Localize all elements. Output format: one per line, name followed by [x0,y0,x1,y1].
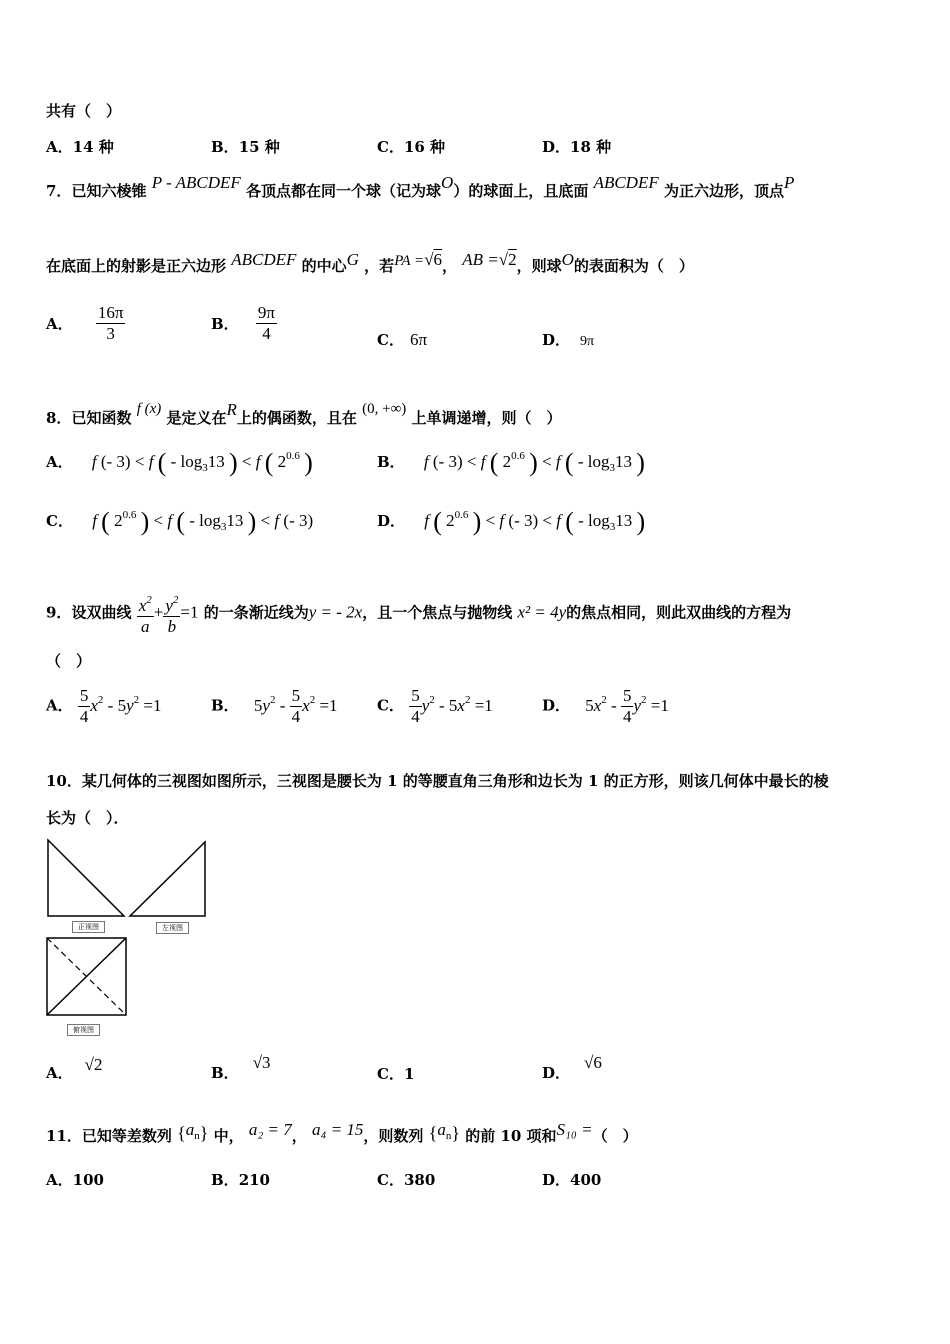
q10-option-c[interactable]: C．1 [377,1065,415,1083]
q9-option-a[interactable]: A． $\frac{5}{4}$ $x^2 - 5y^2 =1$ [46,686,162,726]
q9-stem-tail: （ ） [46,652,92,670]
q7-option-c[interactable]: C． 6π [377,330,428,349]
q7-option-d[interactable]: D． 9π [542,331,595,349]
q9-option-d[interactable]: D． $5x^2$ - $\frac{5}{4}$ $y^2 =1$ [542,686,669,726]
q10-option-b[interactable]: B．√3 [211,1053,271,1082]
q6-option-a[interactable]: A．14 种 [46,138,114,156]
q6-option-c[interactable]: C．16 种 [377,138,446,156]
side-view-label: 左视图 [156,922,189,934]
side-view-triangle [130,842,205,916]
q8-stem: 8．已知函数 f (x) 是定义在R上的偶函数，且在 (0, +∞) 上单调递增，则（ ） [46,400,562,427]
front-view-label: 正视图 [72,921,105,933]
q8-option-c[interactable]: C． f ( $2^{0.6}$ ) < f ( - $\log_313$ ) < f (- 3) [46,507,314,536]
q6-option-b[interactable]: B．15 种 [211,138,280,156]
q11-option-d[interactable]: D．400 [542,1171,602,1189]
q6-tail: 共有（ ） [46,102,122,120]
q7-stem-line2: 在底面上的射影是正六边形 ABCDEF 的中心G ，若PA =√6， AB =√2，则球O的表面积为（ ） [46,250,694,275]
q10-stem-line2: 长为（ ）． [46,809,129,827]
q8-option-a[interactable]: A． f (- 3) < f ( - $\log_313$ ) < f ( $2^{0.6}$ ) [46,448,313,477]
q11-option-a[interactable]: A．100 [46,1171,104,1189]
q10-stem-line1: 10．某几何体的三视图如图所示，三视图是腰长为 1 的等腰直角三角形和边长为 1 的正方形，则该几何体中最长的棱 [46,772,829,790]
q8-option-b[interactable]: B． f (- 3) < f ( $2^{0.6}$ ) < f ( - $\log_313$ ) [377,448,645,477]
q9-option-b[interactable]: B． $5y^2$ - $\frac{5}{4}$ $x^2 =1$ [211,686,338,726]
q10-option-d[interactable]: D．√6 [542,1053,602,1082]
q9-stem: 9．设双曲线 $\frac{x^2}{a}$ + $\frac{y^2}{b}$ =1 的一条渐近线为y = - 2x，且一个焦点与抛物线 x² = 4y的焦点相同，则此双曲线的方程为 [46,590,791,637]
q11-stem: 11．已知等差数列 $\{a_n\}$ 中， a₂ = 7， a₄ = 15，则数列 $\{a_n\}$ 的前 10 项和S₁₀ =（ ） [46,1120,638,1145]
top-view-label: 俯视图 [67,1024,100,1036]
q9-option-c[interactable]: C． $\frac{5}{4}$ $y^2 - 5x^2 =1$ [377,686,493,726]
q7-stem-line1: 7．已知六棱锥 P - ABCDEF 各顶点都在同一个球（记为球O）的球面上，且底面 ABCDEF 为正六边形，顶点P [46,173,795,200]
q11-option-c[interactable]: C．380 [377,1171,436,1189]
q10-option-a[interactable]: A． √2 [46,1055,103,1082]
front-view-triangle [48,840,124,916]
q6-option-d[interactable]: D．18 种 [542,138,612,156]
q7-option-a[interactable]: A． $\frac{16\pi}{3}$ [46,303,124,343]
q8-option-d[interactable]: D． f ( $2^{0.6}$ ) < f (- 3) < f ( - $\log_313$ ) [377,507,646,536]
q11-option-b[interactable]: B．210 [211,1171,270,1189]
q7-option-b[interactable]: B． $\frac{9\pi}{4}$ [211,303,276,343]
